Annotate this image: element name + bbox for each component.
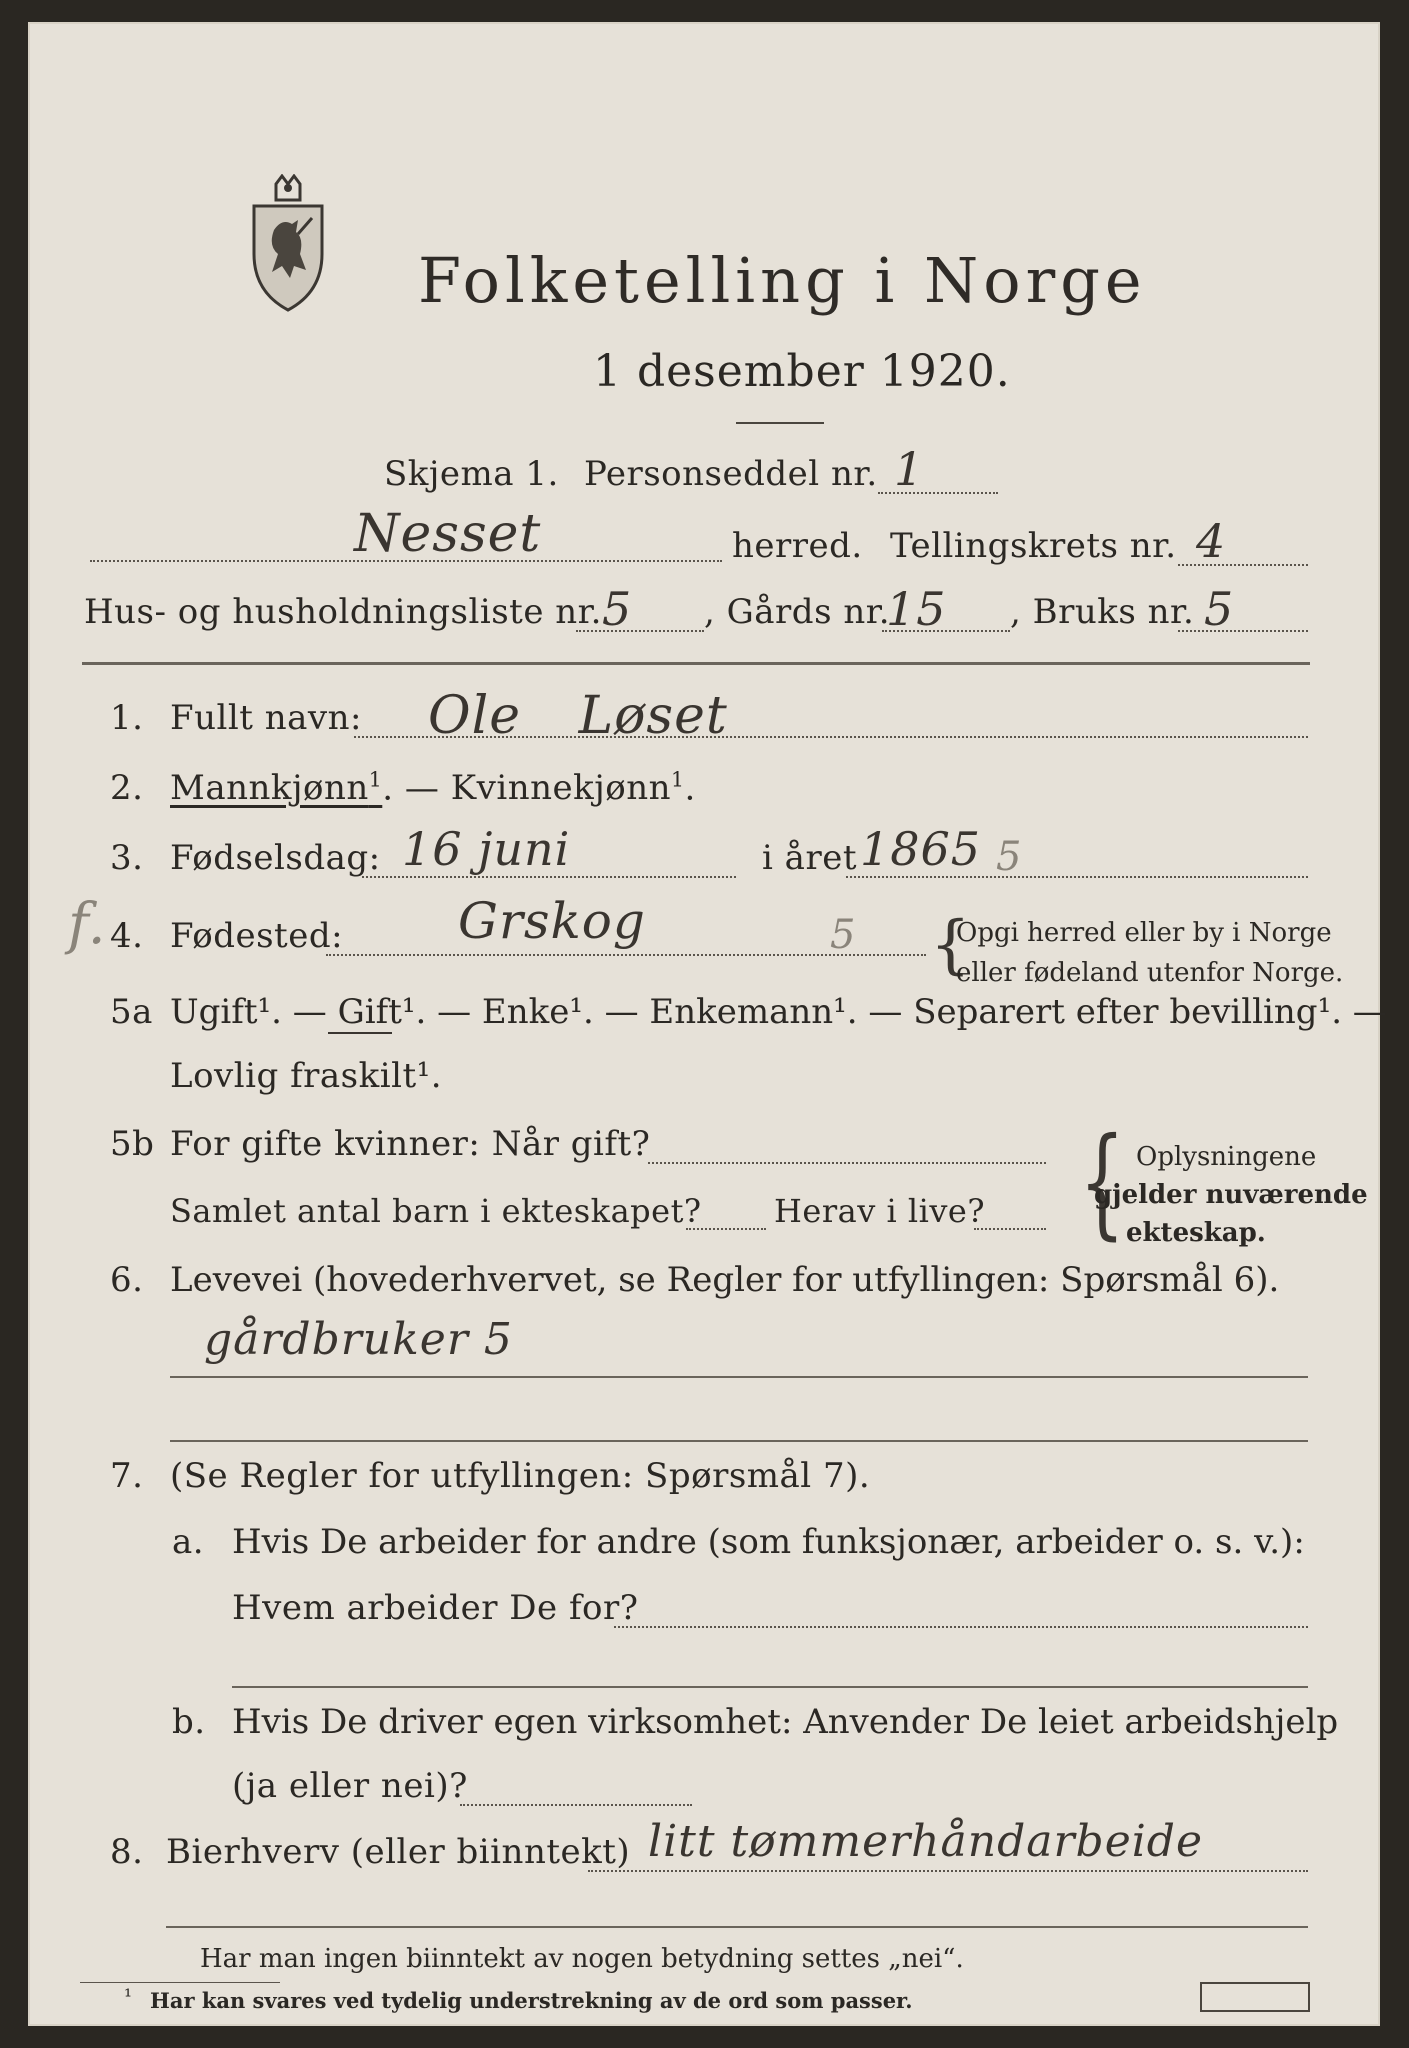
q5b-note-1: Oplysningene — [1136, 1142, 1317, 1172]
q4-number: 4. — [110, 916, 144, 956]
gards-value: 15 — [886, 582, 947, 636]
birthplace-note-2: eller fødeland utenfor Norge. — [956, 958, 1344, 988]
q2-options — [170, 768, 696, 808]
q5b-note-2: gjelder nuværende — [1094, 1180, 1368, 1210]
q5b-children-label: Samlet antal barn i ekteskapet? — [170, 1192, 702, 1230]
page-title: Folketelling i Norge — [418, 244, 1147, 317]
birthplace-mark: 5 — [830, 912, 857, 958]
birth-year-value: 1865 — [860, 822, 982, 876]
employer-field[interactable] — [614, 1626, 1308, 1628]
q6-number: 6. — [110, 1260, 144, 1300]
q7a-line-2: Hvem arbeider De for? — [232, 1588, 639, 1628]
q1-number: 1. — [110, 698, 144, 738]
occupation-line-2[interactable] — [170, 1440, 1308, 1442]
q7b-letter: b. — [172, 1702, 206, 1742]
q7a-line-1: Hvis De arbeider for andre (som funksjonær, arbeider o. s. v.): — [232, 1522, 1305, 1562]
option-kvinnekjonn[interactable]: Kvinnekjønn$^1$ — [450, 768, 685, 809]
herred-label: herred. — [732, 526, 863, 566]
bruks-value: 5 — [1204, 582, 1235, 636]
occupation-line-1[interactable] — [170, 1376, 1308, 1378]
hus-value: 5 — [602, 582, 633, 636]
q5b-line-1: For gifte kvinner: Når gift? — [170, 1124, 651, 1164]
q2-separator: . — — [382, 768, 451, 809]
q5b-alive-label: Herav i live? — [774, 1192, 986, 1230]
herred-value: Nesset — [354, 504, 542, 564]
q7a-letter: a. — [172, 1522, 205, 1562]
hired-help-field[interactable] — [460, 1804, 692, 1806]
q2-number: 2. — [110, 768, 144, 808]
q5b-note-brace: { — [1079, 1113, 1126, 1252]
occupation-value: gårdbruker 5 — [204, 1314, 513, 1365]
skjema-label: Skjema 1. — [384, 454, 559, 494]
bruks-field[interactable] — [1178, 630, 1308, 632]
q5b-number: 5b — [110, 1124, 155, 1164]
q8-label: Bierhverv (eller biinntekt) — [166, 1832, 631, 1872]
birthplace-value: Grskog — [458, 892, 646, 950]
q6-label: Levevei (hovederhvervet, se Regler for utfyllingen: Spørsmål 6). — [170, 1260, 1280, 1300]
q7-label: (Se Regler for utfyllingen: Spørsmål 7). — [170, 1456, 871, 1496]
hus-label: Hus- og husholdningsliste nr. — [84, 592, 602, 632]
q1-label: Fullt navn: — [170, 698, 362, 738]
q3-number: 3. — [110, 838, 144, 878]
footer-note: Har man ingen biinntekt av nogen betydning settes „nei“. — [200, 1944, 964, 1974]
mannkjonn-label: Mannkjønn — [170, 768, 369, 809]
birth-year-mark: 5 — [996, 834, 1023, 880]
tellingskrets-label: Tellingskrets nr. — [890, 526, 1177, 566]
census-form — [28, 22, 1387, 2026]
side-income-line-2[interactable] — [166, 1926, 1308, 1928]
birthday-value: 16 juni — [402, 822, 571, 876]
option-mannkjonn[interactable]: Mannkjønn$^1$ — [170, 768, 383, 809]
personseddel-label: Personseddel nr. — [584, 454, 878, 494]
birthplace-note-1: Opgi herred eller by i Norge — [956, 918, 1332, 948]
birthplace-note-brace: { — [930, 908, 971, 982]
footnote-divider — [80, 1982, 280, 1983]
footnote-text: Har kan svares ved tydelig understrekning av de ord som passer. — [150, 1988, 913, 2013]
margin-mark: f. — [68, 892, 107, 957]
employer-line-2[interactable] — [232, 1686, 1308, 1688]
hus-field[interactable] — [576, 630, 704, 632]
children-alive-field[interactable] — [974, 1228, 1046, 1230]
birth-year-label: i året — [762, 838, 857, 878]
birth-year-field[interactable] — [846, 876, 1308, 878]
personseddel-value: 1 — [894, 442, 925, 496]
married-when-field[interactable] — [648, 1162, 1046, 1164]
birthday-field[interactable] — [362, 876, 736, 878]
q4-label: Fødested: — [170, 916, 344, 956]
marital-status-options-2[interactable]: Lovlig fraskilt¹. — [170, 1056, 443, 1096]
gift-underline — [328, 1032, 392, 1034]
tellingskrets-value: 4 — [1196, 514, 1227, 568]
q7-number: 7. — [110, 1456, 144, 1496]
title-divider — [736, 422, 824, 424]
footnote-mark: ¹ — [124, 1984, 133, 2008]
q7b-line-1: Hvis De driver egen virksomhet: Anvender De leiet arbeidshjelp — [232, 1702, 1339, 1742]
marital-status-options[interactable]: Ugift¹. — Gift¹. — Enke¹. — Enkemann¹. — Separert efter bevilling¹. — — [170, 992, 1387, 1032]
q3-label: Fødselsdag: — [170, 838, 381, 878]
bruks-label: , Bruks nr. — [1010, 592, 1195, 632]
q5a-number: 5a — [110, 992, 153, 1032]
section-divider — [82, 662, 1310, 665]
q2-end: . — [684, 768, 696, 809]
q5b-note-3: ekteskap. — [1126, 1218, 1266, 1248]
gards-label: , Gårds nr. — [704, 592, 891, 632]
full-name-value: Ole Løset — [428, 686, 728, 746]
coat-of-arms-icon — [246, 174, 330, 314]
side-income-field[interactable] — [588, 1870, 1308, 1872]
printer-stamp — [1200, 1982, 1310, 2012]
children-total-field[interactable] — [686, 1228, 766, 1230]
side-income-value: litt tømmerhåndarbeide — [648, 1816, 1204, 1867]
kvinnekjonn-label: Kvinnekjønn — [450, 768, 672, 809]
census-date: 1 desember 1920. — [593, 346, 1011, 397]
q8-number: 8. — [110, 1832, 144, 1872]
q7b-line-2: (ja eller nei)? — [232, 1766, 468, 1806]
